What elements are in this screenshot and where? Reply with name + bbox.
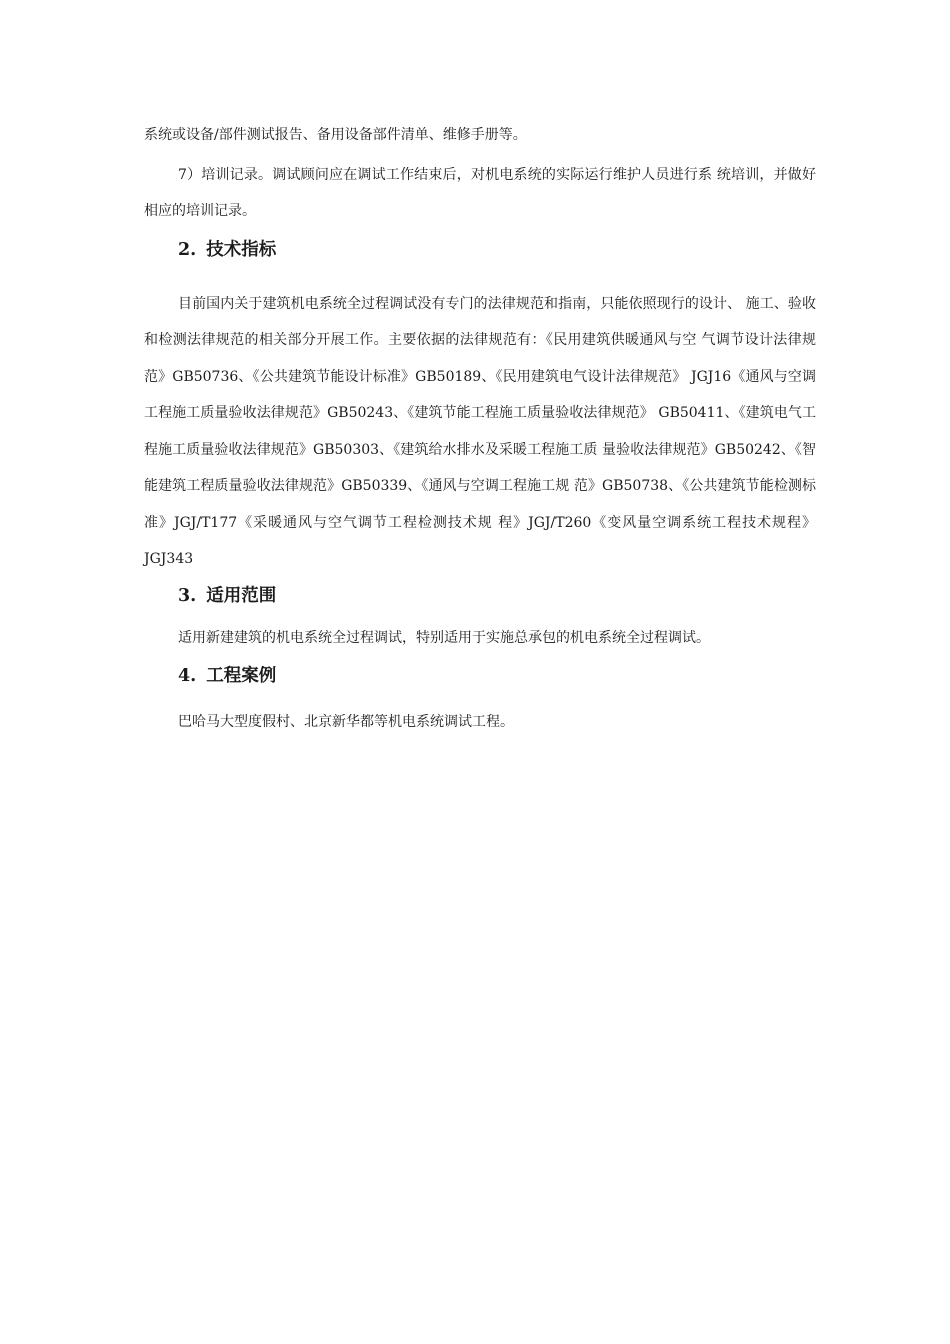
technical-indicators-paragraph: 目前国内关于建筑机电系统全过程调试没有专门的法律规范和指南，只能依照现行的设计、 施工、验收和检测法律规范的相关部分开展工作。主要依据的法律规范有：《民用建筑供暖通风与空 气调节设计法律规范》GB50736、《公共建筑节能设计标准》GB50189、《民用建筑电气设计法律规范》 JGJ16《通风与空调工程施工质量验收法律规范》GB50243、《建筑节能工程施工质量验收法律规范》 GB50411、《建筑电气工程施工质量验收法律规范》GB50303、《建筑给水排水及采暖工程施工质 量验收法律规范》GB50242、《智能建筑工程质量验收法律规范》GB50339、《通风与空调工程施工规 范》GB50738、《公共建筑节能检测标准》JGJ/T177《采暖通风与空气调节工程检测技术规 程》JGJ/T260《变风量空调系统工程技术规程》JGJ343 [144, 295, 816, 567]
document-body [144, 117, 816, 741]
training-record-paragraph: 7）培训记录。调试顾问应在调试工作结束后，对机电系统的实际运行维护人员进行系 统培训，并做好相应的培训记录。 [144, 166, 816, 219]
section-number: 3. [178, 585, 197, 606]
section-title: 技术指标 [206, 239, 277, 260]
section-number: 4. [178, 666, 197, 686]
continuation-paragraph: 系统或设备/部件测试报告、备用设备部件清单、维修手册等。 [144, 127, 527, 143]
section-heading-scope [144, 582, 816, 610]
section-title: 适用范围 [206, 585, 277, 606]
section-heading-technical-indicators [144, 236, 816, 264]
section-title: 工程案例 [206, 666, 277, 686]
section-number: 2. [178, 239, 197, 260]
section-heading-project-cases [144, 662, 816, 690]
project-cases-paragraph: 巴哈马大型度假村、北京新华都等机电系统调试工程。 [178, 714, 514, 730]
scope-paragraph: 适用新建建筑的机电系统全过程调试，特别适用于实施总承包的机电系统全过程调试。 [178, 629, 710, 646]
